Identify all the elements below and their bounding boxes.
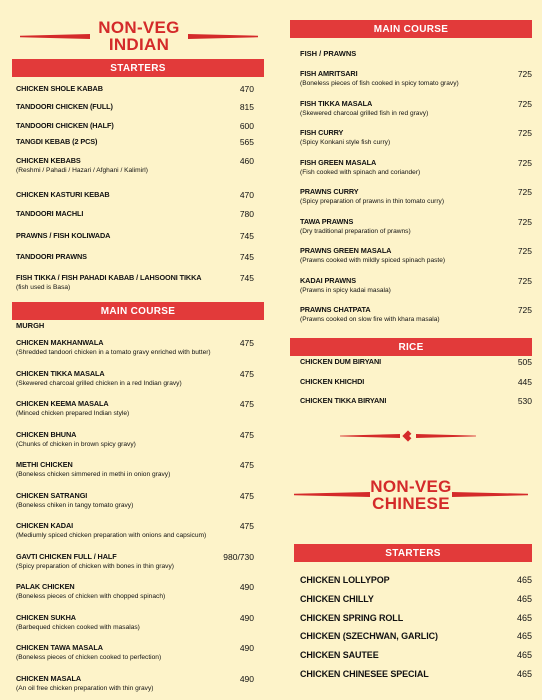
menu-item-price: 465 bbox=[516, 593, 532, 604]
menu-item-description: (Skewered charcoal grilled chicken in a red Indian gravy) bbox=[16, 379, 182, 387]
starters-header: STARTERS bbox=[12, 59, 264, 77]
menu-item-description: (Fish cooked with spinach and coriander) bbox=[300, 168, 421, 176]
menu-item bbox=[12, 273, 264, 292]
menu-item-price: 490 bbox=[239, 673, 254, 684]
menu-item bbox=[290, 377, 532, 386]
menu-item-price: 465 bbox=[516, 631, 532, 642]
title-ornament-left bbox=[20, 34, 90, 39]
fish-prawns-label: FISH / PRAWNS bbox=[300, 49, 357, 58]
menu-item-name: CHICKEN SHOLE KABAB bbox=[16, 84, 103, 93]
menu-item-name: TANDOORI CHICKEN (FULL) bbox=[16, 102, 113, 111]
menu-item bbox=[290, 128, 532, 147]
menu-item bbox=[290, 217, 532, 236]
menu-item bbox=[290, 575, 532, 585]
menu-item bbox=[290, 276, 532, 295]
menu-item-price: 980/730 bbox=[223, 551, 254, 562]
menu-item-description: (fish used is Basa) bbox=[16, 284, 71, 291]
menu-item-description: (Boneless chicken simmered in methi in onion gravy) bbox=[16, 471, 171, 478]
menu-item-price: 445 bbox=[517, 376, 532, 387]
menu-item-name: TANDOORI CHICKEN (HALF) bbox=[16, 121, 114, 130]
menu-item-name: CHICKEN MASALA bbox=[16, 673, 82, 683]
menu-item-name: TANGDI KEBAB (2 PCS) bbox=[16, 137, 98, 146]
menu-item-name: PALAK CHICKEN bbox=[16, 582, 75, 591]
menu-item-price: 725 bbox=[517, 157, 532, 168]
menu-item bbox=[12, 521, 264, 540]
menu-item-description: (Dry traditional preparation of prawns) bbox=[300, 227, 411, 235]
menu-item bbox=[12, 190, 264, 199]
menu-item-name: CHICKEN DUM BIRYANI bbox=[300, 357, 382, 366]
menu-item bbox=[12, 460, 264, 479]
menu-item-name: CHICKEN TIKKA MASALA bbox=[16, 368, 105, 378]
menu-item-description: (Skewered charcoal grilled fish in red gravy) bbox=[300, 109, 429, 117]
menu-item-description: (Barbequed chicken cooked with masalas) bbox=[16, 623, 140, 631]
menu-item-name: PRAWNS / FISH KOLIWADA bbox=[16, 231, 111, 240]
menu-item-description: (Boneless chiken in tangy tomato gravy) bbox=[16, 501, 134, 509]
menu-item bbox=[290, 69, 532, 88]
menu-item-price: 725 bbox=[517, 275, 532, 286]
menu-item-price: 465 bbox=[516, 612, 532, 623]
menu-item-price: 725 bbox=[517, 305, 532, 315]
menu-item-name: PRAWNS GREEN MASALA bbox=[300, 246, 392, 255]
menu-item bbox=[12, 121, 264, 130]
menu-item bbox=[12, 582, 264, 601]
menu-item bbox=[290, 396, 532, 405]
menu-item-name: CHICKEN SPRING ROLL bbox=[300, 612, 404, 623]
menu-item bbox=[12, 338, 264, 357]
menu-item-price: 475 bbox=[239, 521, 254, 531]
menu-item bbox=[12, 252, 264, 261]
menu-item-price: 725 bbox=[517, 187, 532, 197]
menu-item-name: CHICKEN CHINESEE SPECIAL bbox=[300, 669, 429, 679]
menu-item-name: CHICKEN CHILLY bbox=[300, 593, 374, 604]
title-ornament-left bbox=[294, 492, 370, 497]
menu-item-description: (Boneless pieces of fish cooked in spicy tomato gravy) bbox=[300, 80, 459, 87]
menu-item-name: METHI CHICKEN bbox=[16, 460, 73, 469]
menu-item bbox=[12, 231, 264, 240]
menu-item-price: 475 bbox=[239, 460, 254, 470]
menu-item bbox=[12, 84, 264, 93]
rice-header: RICE bbox=[290, 338, 532, 356]
menu-item-description: (Boneless pieces of chicken with chopped spinach) bbox=[16, 593, 166, 600]
menu-item-description: (Spicy preparation of prawns in thin tomato curry) bbox=[300, 198, 445, 205]
menu-item bbox=[12, 491, 264, 510]
left-column bbox=[12, 0, 264, 700]
menu-item bbox=[290, 187, 532, 206]
menu-item-name: FISH TIKKA / FISH PAHADI KABAB / LAHSOONI TIKKA bbox=[16, 273, 202, 282]
chinese-starters-header: STARTERS bbox=[294, 544, 532, 562]
menu-item-description: (Spicy Konkani style fish curry) bbox=[300, 139, 391, 146]
menu-item-name: CHICKEN LOLLYPOP bbox=[300, 575, 390, 585]
menu-item-price: 470 bbox=[239, 190, 254, 200]
menu-item-price: 725 bbox=[517, 98, 532, 109]
menu-item-description: (Prawns cooked with mildly spiced spinach paste) bbox=[300, 257, 446, 264]
menu-item-description: (Spicy preparation of chicken with bones in thin gravy) bbox=[16, 562, 174, 570]
menu-item-price: 490 bbox=[239, 643, 254, 653]
menu-item bbox=[12, 209, 264, 218]
menu-item-description: (Prawns cooked on slow fire with khara masala) bbox=[300, 316, 440, 323]
menu-item bbox=[12, 369, 264, 388]
menu-item-description: (Minced chicken prepared Indian style) bbox=[16, 410, 130, 417]
menu-item bbox=[290, 357, 532, 366]
menu-item-name: CHICKEN KHICHDI bbox=[300, 376, 365, 386]
menu-item bbox=[12, 643, 264, 662]
ornament-divider-right bbox=[416, 434, 476, 438]
menu-item bbox=[12, 102, 264, 111]
menu-item-price: 490 bbox=[239, 582, 254, 592]
menu-item-price: 465 bbox=[516, 650, 532, 661]
menu-item bbox=[12, 430, 264, 449]
menu-item-name: CHICKEN KEBABS bbox=[16, 156, 81, 165]
menu-item-description: (Prawns in spicy kadai masala) bbox=[300, 286, 391, 294]
menu-item bbox=[290, 594, 532, 604]
menu-item bbox=[12, 613, 264, 632]
menu-item-name: CHICKEN SATRANGI bbox=[16, 490, 88, 500]
menu-item-description: (Shredded tandoori chicken in a tomato gravy enriched with butter) bbox=[16, 349, 211, 356]
murgh-label: MURGH bbox=[16, 321, 45, 330]
menu-item-price: 470 bbox=[239, 84, 254, 94]
menu-item bbox=[12, 137, 264, 146]
main-course-header: MAIN COURSE bbox=[12, 302, 264, 320]
menu-item bbox=[290, 669, 532, 679]
menu-item bbox=[290, 246, 532, 265]
title-ornament-right bbox=[452, 492, 528, 497]
section-title-non-veg-chinese: NON-VEG CHINESE bbox=[370, 477, 452, 513]
menu-item-description: (Chunks of chicken in brown spicy gravy) bbox=[16, 440, 136, 448]
menu-item-description: (An oil free chicken preparation with thin gravy) bbox=[16, 684, 154, 692]
menu-item-price: 745 bbox=[239, 273, 254, 283]
menu-item bbox=[290, 650, 532, 660]
menu-item-price: 530 bbox=[517, 396, 532, 406]
menu-item-name: KADAI PRAWNS bbox=[300, 275, 356, 285]
section-title-non-veg-indian: NON-VEG INDIAN bbox=[98, 18, 180, 54]
ornament-divider-left bbox=[340, 434, 400, 438]
menu-item-price: 460 bbox=[239, 156, 254, 166]
menu-item-name: CHICKEN SAUTEE bbox=[300, 650, 379, 661]
menu-item-name: CHICKEN BHUNA bbox=[16, 429, 77, 439]
menu-item-price: 490 bbox=[239, 612, 254, 623]
menu-item-name: FISH GREEN MASALA bbox=[300, 157, 377, 167]
menu-item bbox=[290, 99, 532, 118]
menu-item bbox=[12, 674, 264, 693]
menu-item-price: 475 bbox=[239, 399, 254, 409]
menu-item-name: FISH AMRITSARI bbox=[300, 69, 358, 78]
menu-item-description: (Mediumly spiced chicken preparation with onions and capsicum) bbox=[16, 532, 207, 539]
menu-item-price: 725 bbox=[517, 246, 532, 256]
menu-item-name: CHICKEN TIKKA BIRYANI bbox=[300, 396, 387, 405]
menu-item-price: 725 bbox=[517, 216, 532, 227]
menu-item-name: CHICKEN TAWA MASALA bbox=[16, 643, 103, 652]
menu-item-name: CHICKEN MAKHANWALA bbox=[16, 338, 104, 347]
menu-item-price: 600 bbox=[239, 121, 254, 131]
menu-item-name: CHICKEN KASTURI KEBAB bbox=[16, 190, 110, 199]
menu-item-price: 745 bbox=[239, 252, 254, 262]
menu-item-name: CHICKEN KEEMA MASALA bbox=[16, 399, 109, 408]
menu-item bbox=[290, 631, 532, 641]
menu-item bbox=[290, 158, 532, 177]
right-column bbox=[290, 0, 532, 700]
menu-item-price: 505 bbox=[517, 357, 532, 367]
main-course-header: MAIN COURSE bbox=[290, 20, 532, 38]
menu-item-name: TANDOORI MACHLI bbox=[16, 209, 84, 218]
menu-item-price: 475 bbox=[239, 368, 254, 379]
menu-item-price: 465 bbox=[516, 669, 532, 679]
menu-item-description: (Reshmi / Pahadi / Hazari / Afghani / Kalimirl) bbox=[16, 167, 148, 174]
menu-item-name: CHICKEN (SZECHWAN, GARLIC) bbox=[300, 631, 438, 642]
menu-item-name: PRAWNS CURRY bbox=[300, 187, 359, 196]
menu-item-price: 465 bbox=[516, 575, 532, 585]
menu-item-name: TAWA PRAWNS bbox=[300, 216, 354, 226]
menu-item-name: PRAWNS CHATPATA bbox=[300, 305, 371, 314]
menu-item bbox=[290, 613, 532, 623]
menu-item bbox=[12, 552, 264, 571]
menu-item-name: FISH TIKKA MASALA bbox=[300, 98, 373, 108]
menu-item-name: TANDOORI PRAWNS bbox=[16, 252, 87, 261]
menu-item bbox=[290, 305, 532, 324]
menu-item-price: 725 bbox=[517, 128, 532, 138]
menu-item-price: 725 bbox=[517, 69, 532, 79]
menu-item-name: CHICKEN KADAI bbox=[16, 521, 74, 530]
menu-item bbox=[12, 399, 264, 418]
title-ornament-right bbox=[188, 34, 258, 39]
menu-item-price: 475 bbox=[239, 338, 254, 348]
menu-item-description: (Boneless pieces of chicken cooked to perfection) bbox=[16, 654, 162, 661]
menu-item-price: 475 bbox=[239, 490, 254, 501]
menu-item-price: 565 bbox=[239, 137, 254, 147]
menu-item-price: 475 bbox=[239, 429, 254, 440]
menu-item-price: 780 bbox=[239, 209, 254, 219]
menu-item-price: 745 bbox=[239, 231, 254, 241]
menu-item-price: 815 bbox=[239, 102, 254, 112]
menu-item-name: CHICKEN SUKHA bbox=[16, 612, 76, 622]
menu-item-name: GAVTI CHICKEN FULL / HALF bbox=[16, 551, 117, 561]
menu-item bbox=[12, 156, 264, 175]
menu-item-name: FISH CURRY bbox=[300, 128, 344, 137]
